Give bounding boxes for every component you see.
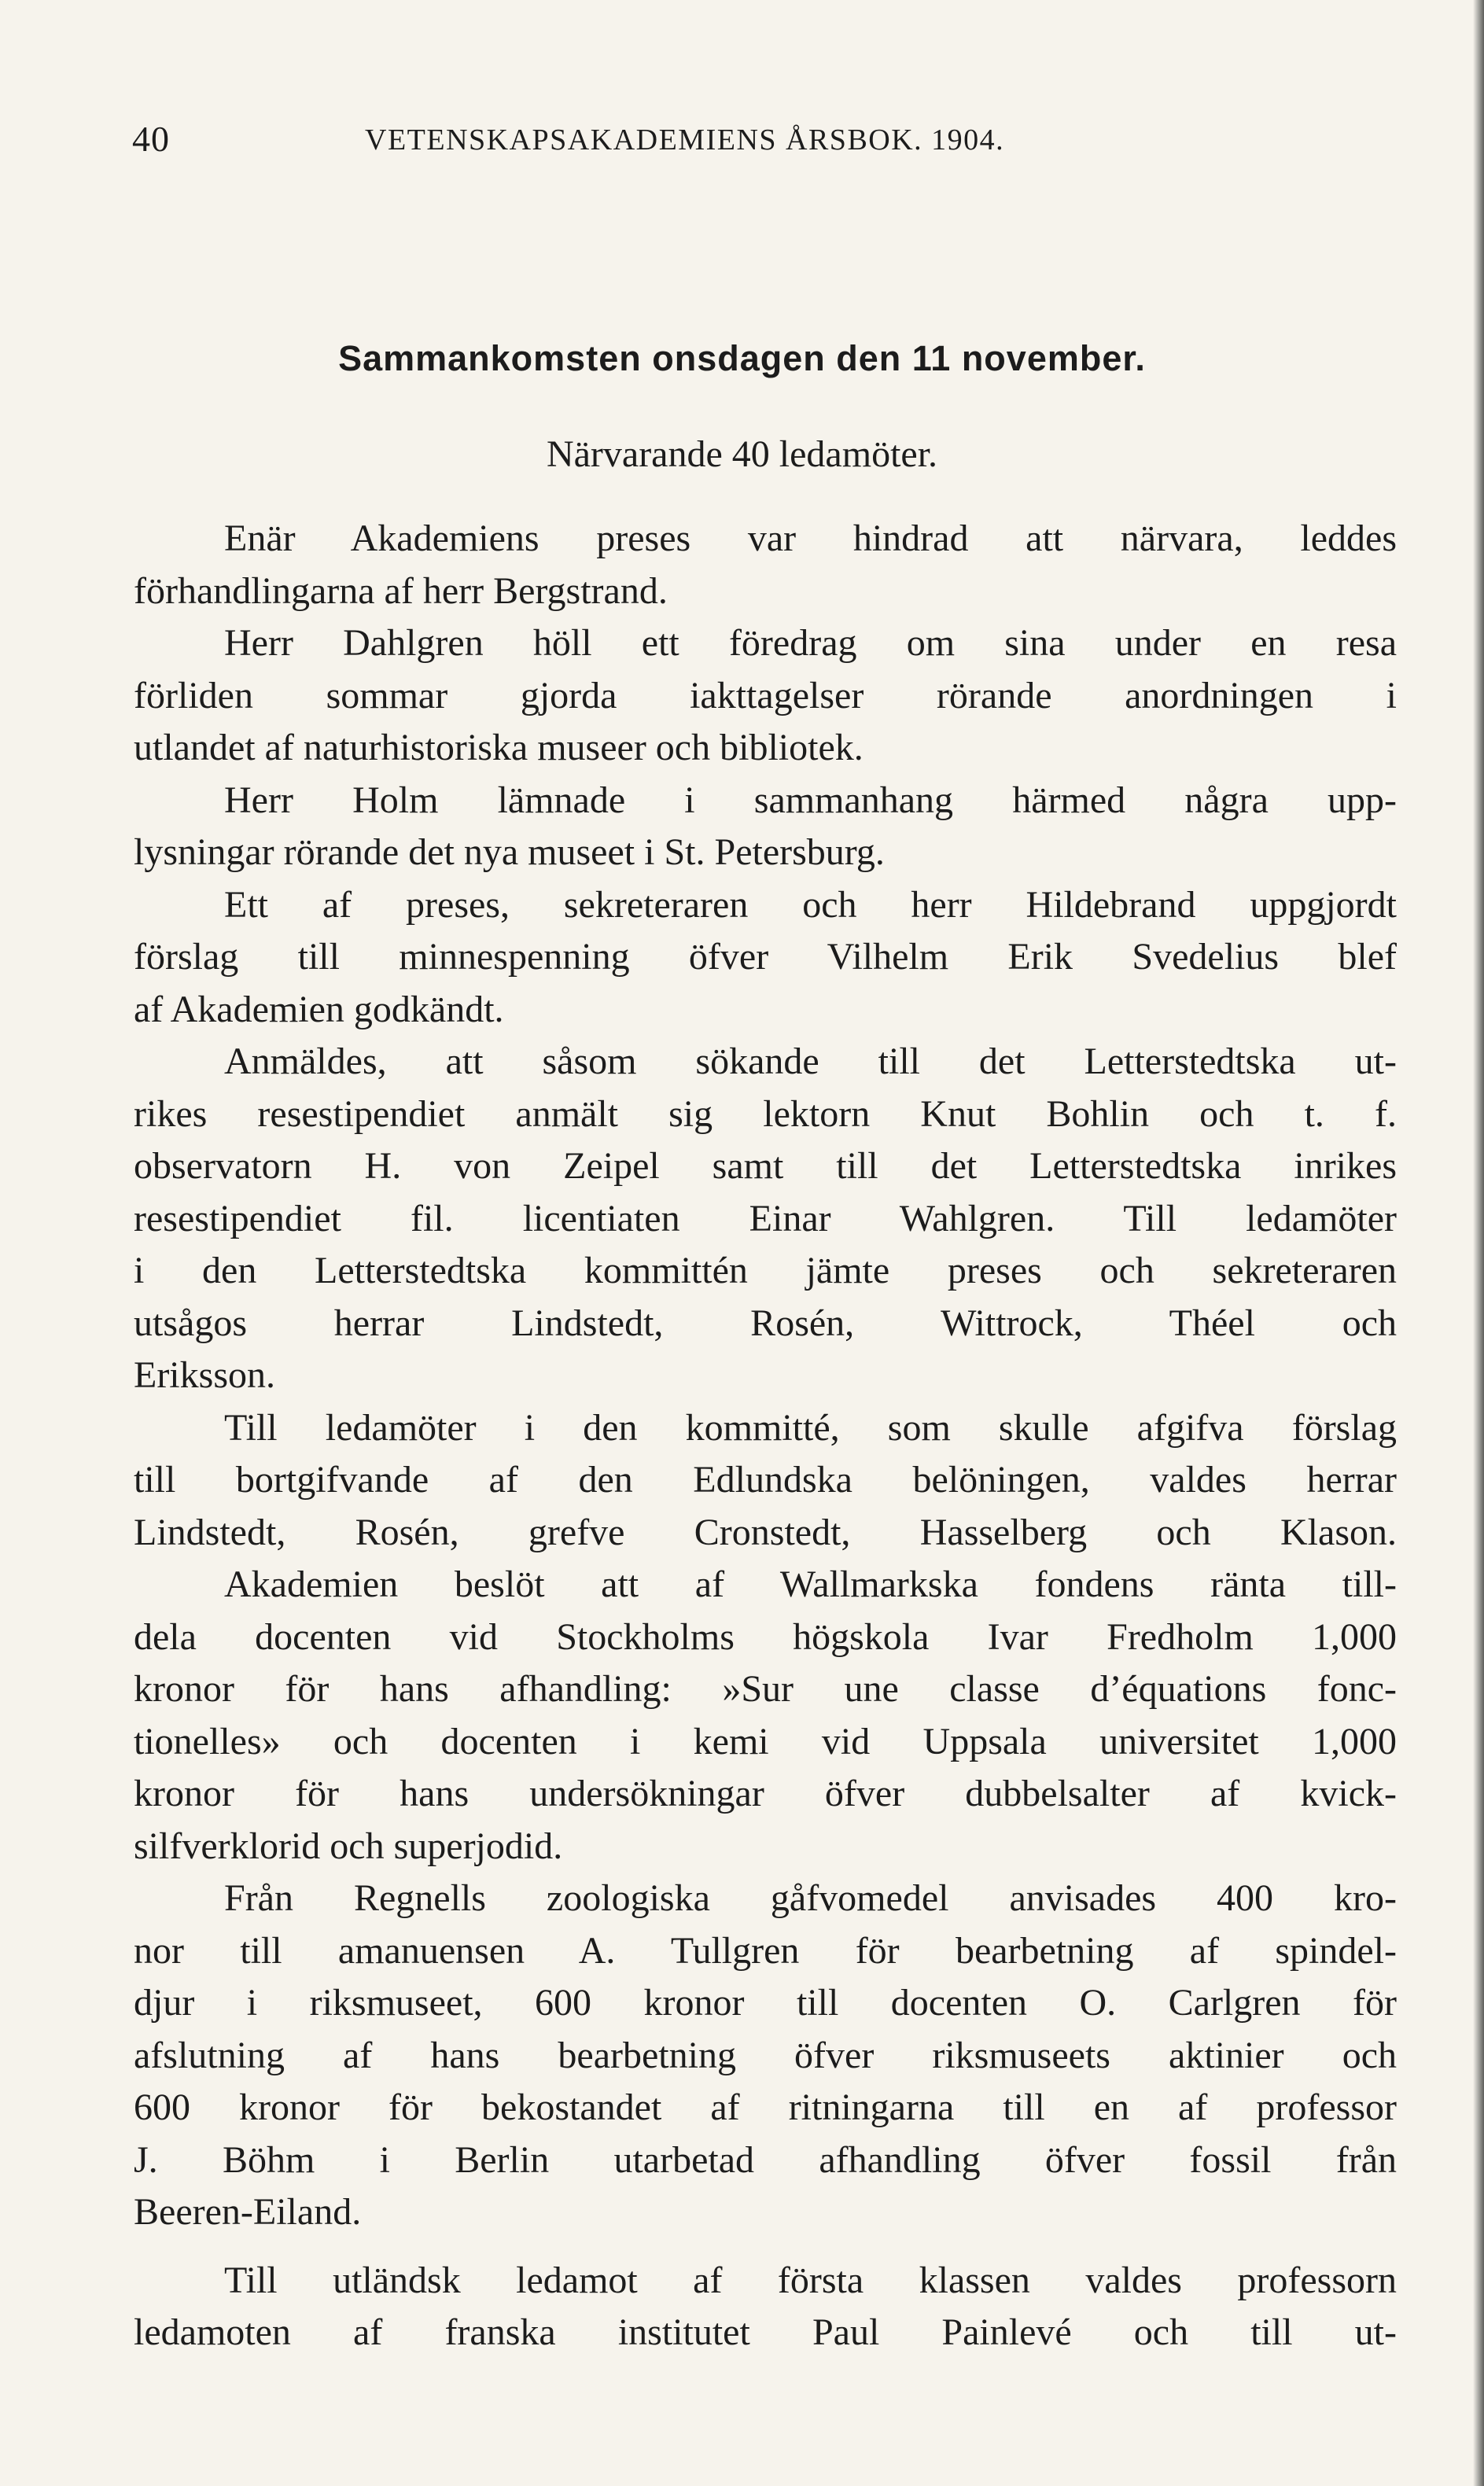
text-line: Akademien beslöt att af Wallmarkska fondens ränta till- (224, 1563, 1397, 1605)
text-line: förliden sommar gjorda iakttagelser rörande anordningen i (134, 674, 1397, 716)
text-line: kronor för hans afhandling: »Sur une classe d’équations fonc- (134, 1668, 1397, 1710)
text-line: förslag till minnespenning öfver Vilhelm Erik Svedelius blef (134, 936, 1397, 978)
text-line: Till ledamöter i den kommitté, som skulle afgifva förslag (224, 1406, 1397, 1449)
text-line: rikes resestipendiet anmält sig lektorn Knut Bohlin och t. f. (134, 1092, 1397, 1135)
text-line: till bortgifvande af den Edlundska belöningen, valdes herrar (134, 1459, 1397, 1501)
text-line: lysningar rörande det nya museet i St. Petersburg. (134, 831, 885, 873)
text-line: ledamoten af franska institutet Paul Painlevé och till ut- (134, 2311, 1397, 2353)
text-line: Enär Akademiens preses var hindrad att närvara, leddes (224, 517, 1397, 559)
text-line: Ett af preses, sekreteraren och herr Hildebrand uppgjordt (224, 883, 1397, 926)
text-line: i den Letterstedtska kommittén jämte preses och sekreteraren (134, 1250, 1397, 1291)
text-line: förhandlingarna af herr Bergstrand. (134, 569, 668, 612)
text-line: resestipendiet fil. licentiaten Einar Wahlgren. Till ledamöter (134, 1197, 1397, 1239)
text-line: Anmäldes, att såsom sökande till det Letterstedtska ut- (224, 1040, 1397, 1082)
text-line: nor till amanuensen A. Tullgren för bearbetning af spindel- (134, 1929, 1397, 1972)
running-title: VETENSKAPSAKADEMIENS ÅRSBOK. 1904. (365, 123, 1005, 157)
text-line: Herr Holm lämnade i sammanhang härmed några upp- (224, 779, 1397, 821)
text-line: silfverklorid och superjodid. (134, 1825, 563, 1867)
attendance-line: Närvarande 40 ledamöter. (546, 433, 938, 475)
text-line: Lindstedt, Rosén, grefve Cronstedt, Hasselberg och Klason. (134, 1511, 1397, 1553)
text-line: Herr Dahlgren höll ett föredrag om sina under en resa (224, 622, 1397, 664)
minutes-body (134, 513, 1397, 2359)
text-line: Från Regnells zoologiska gåfvomedel anvisades 400 kro- (224, 1877, 1397, 1919)
text-line: J. Böhm i Berlin utarbetad afhandling öfver fossil från (134, 2138, 1397, 2181)
text-line: Till utländsk ledamot af första klassen valdes professorn (224, 2259, 1397, 2301)
text-line: Eriksson. (134, 1354, 275, 1396)
page-number: 40 (132, 119, 170, 159)
text-line: dela docenten vid Stockholms högskola Ivar Fredholm 1,000 (134, 1615, 1397, 1658)
text-line: 600 kronor för bekostandet af ritningarna till en af professor (134, 2086, 1397, 2128)
text-line: utsågos herrar Lindstedt, Rosén, Wittrock, Théel och (134, 1302, 1397, 1344)
text-line: af Akademien godkändt. (134, 988, 504, 1030)
text-line: tionelles» och docenten i kemi vid Uppsala universitet 1,000 (134, 1720, 1397, 1762)
text-line: afslutning af hans bearbetning öfver riksmuseets aktinier och (134, 2034, 1397, 2076)
text-line: observatorn H. von Zeipel samt till det Letterstedtska inrikes (134, 1145, 1397, 1187)
text-line: Beeren-Eiland. (134, 2191, 362, 2233)
text-line: djur i riksmuseet, 600 kronor till docenten O. Carlgren för (134, 1982, 1397, 2024)
page-header (132, 118, 1147, 165)
meeting-title: Sammankomsten onsdagen den 11 november. (338, 338, 1146, 378)
text-line: utlandet af naturhistoriska museer och bibliotek. (134, 727, 864, 768)
text-line: kronor för hans undersökningar öfver dubbelsalter af kvick- (134, 1773, 1397, 1814)
